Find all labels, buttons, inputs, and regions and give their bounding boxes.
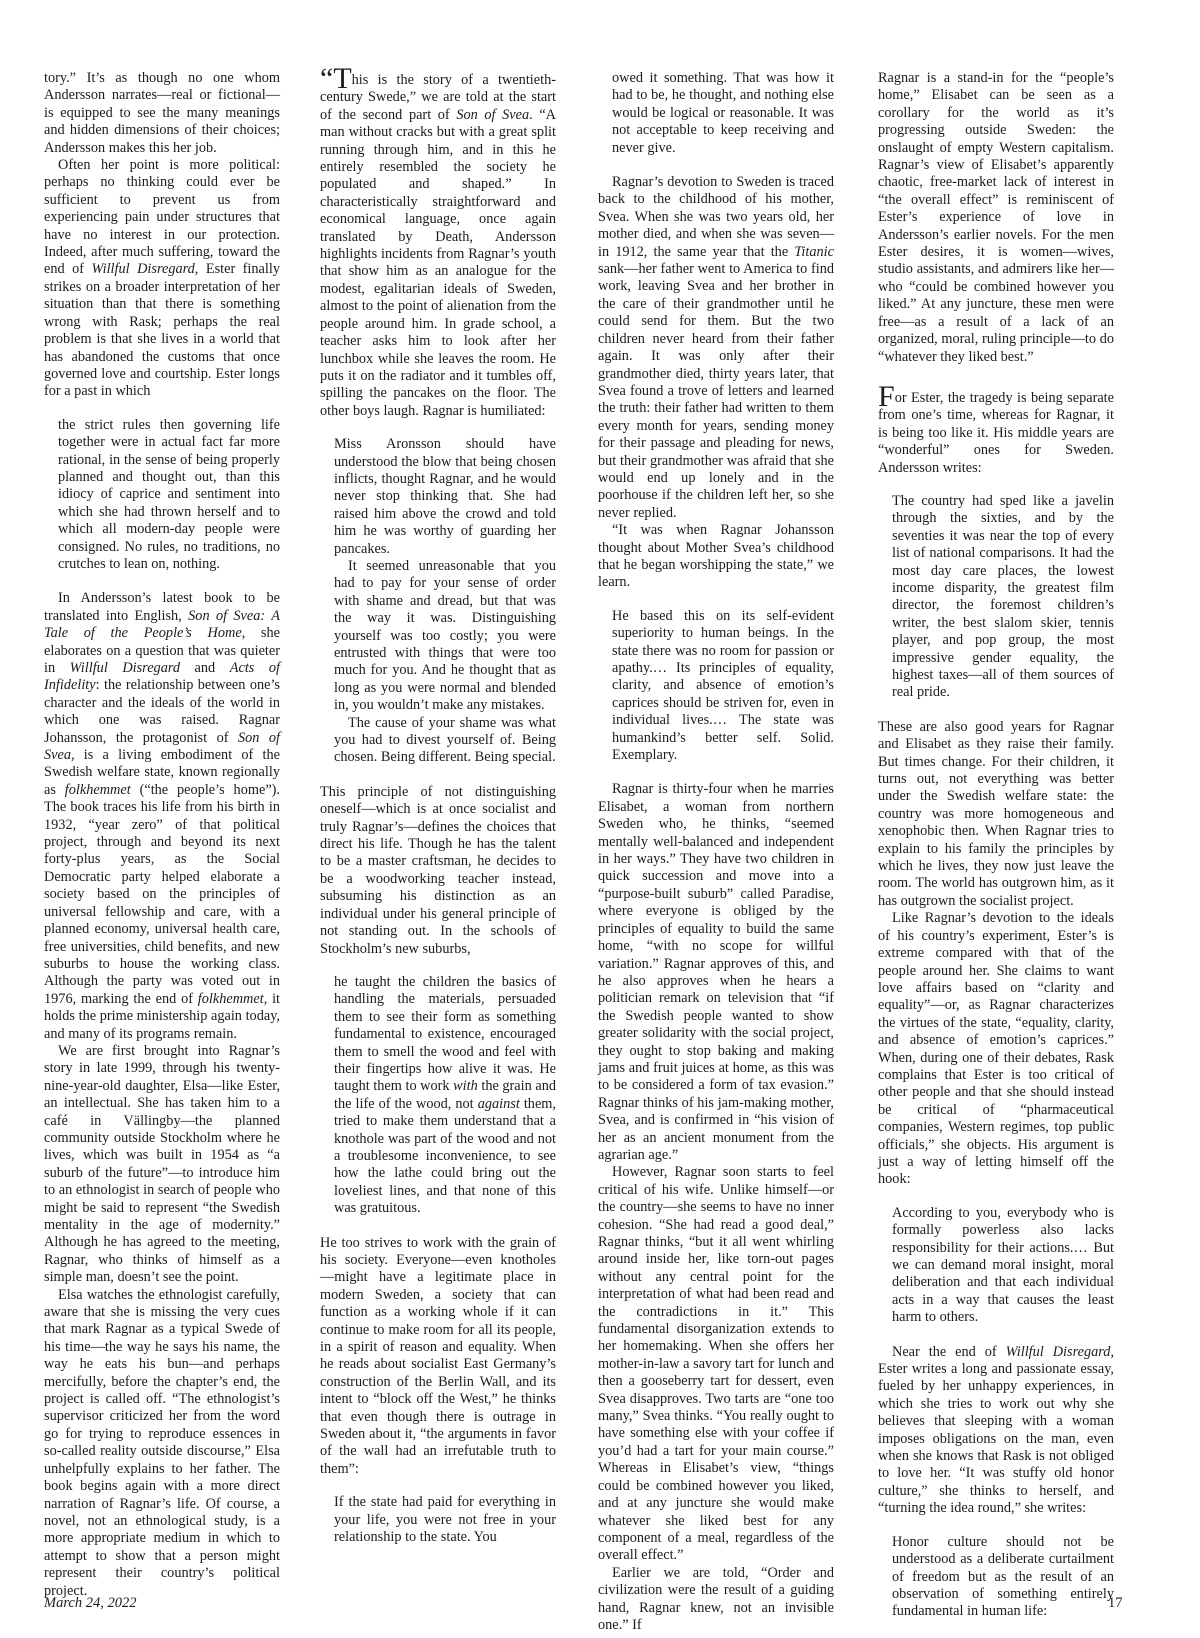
paragraph: Ragnar is thirty-four when he marries Elisabet, a woman from northern Sweden who, he thinks, “seemed mentally well-balanced and independent in her ways.” They have two children in quick succession and move into a “purpose-built suburb” called Paradise, where everyone is obliged by the principles of equality to build the same home, “with no scope for willful variation.” Ragnar approves of this, and he also approves when he hears a politician remark on television that “if the Swedish people wanted to show greater solidarity with the social project, they ought to stop baking and making jams and fruit juices at home, as this was to be considered a form of tax evasion.” Ragnar thinks of his jam-making mother, Svea, and is confirmed in “his vision of her as an ancient monument from the agrarian age.” [598, 781, 834, 1163]
block-quote: Honor culture should not be understood as a deliberate curtailment of freedom but as the result of an observation of something entirely fundamental in human life: [892, 1533, 1114, 1620]
paragraph: Near the end of Willful Disregard, Ester writes a long and passionate essay, fueled by her unhappy experiences, in which she tries to work out why she believes that sleeping with a woman imposes obligations on the man, even when she knows that Rask is not obliged to love her. “It was stuffy old honor culture,” she thinks to herself, and “turning the idea round,” she writes: [878, 1343, 1115, 1517]
paragraph: Like Ragnar’s devotion to the ideals of his country’s experiment, Ester’s is extreme compared with that of the people around her. She claims to want love affairs based on “clarity and equality”—or, as Ragnar characterizes the virtues of the state, “equality, clarity, and absence of emotion’s caprices.” When, during one of their debates, Rask complains that Ester is too critical of other people and that she should instead be critical of “pharmaceutical companies, Western regimes, top public officials,” she objects. His argument is just a way of letting himself off the hook: [878, 910, 1114, 1188]
paragraph: This principle of not distinguishing oneself—which is at once socialist and truly Ragnar’s—defines the choices that direct his life. Though he has the talent to be a master craftsman, he decides to be a woodworking teacher instead, subsuming his distinction as an individual under his general principle of not standing out. In the schools of Stockholm’s new suburbs, [320, 783, 556, 957]
paragraph: For Ester, the tragedy is being separate from one’s time, whereas for Ragnar, it is being too like it. His middle years are “wonderful” ones for Sweden. Andersson writes: [878, 379, 1114, 476]
column-1 [44, 70, 280, 1600]
block-quote: he taught the children the basics of handling the materials, persuaded them to see their form as something fundamental to existence, encouraged them to smell the wood and feel with their fingertips how alive it was. He taught them to work with the grain and the life of the wood, not against them, tried to make them understand that a knothole was part of the wood and not a troublesome inconvenience, to see how the lathe could bring out the loveliest lines, and that none of this was gratuitous. [334, 973, 556, 1217]
block-quote: He based this on its self-evident superiority to human beings. In the state there was no room for passion or apathy.… Its principles of equality, clarity, and absence of emotion’s caprices should be striven for, even in individual lives.… The state was humankind’s better self. Solid. Exemplary. [612, 607, 834, 764]
paragraph: Ragnar’s devotion to Sweden is traced back to the childhood of his mother, Svea. When she was two years old, her mother died, and when she was seven—in 1912, the same year that the Titanic sank—her father went to America to find work, leaving Svea and her brother in the care of their grandmother until he could send for them. But the two children never heard from their father again. It was only after their grandmother died, thirty years later, that Svea found a trove of letters and learned the truth: their father had written to them every month for years, sending money for their passage and pleading for news, but their grandmother was afraid that she would end up lonely and in the poorhouse if the children left her, so she never replied. [598, 174, 834, 521]
block-quote: the strict rules then governing life together were in actual fact far more rational, in the sense of being properly planned and thought out, than this idiocy of caprice and sentiment into which she had thrown herself and to which all modern-day people were consigned. No rules, no traditions, no crutches to lean on, nothing. [58, 416, 280, 572]
paragraph: In Andersson’s latest book to be translated into English, Son of Svea: A Tale of the People’s Home, she elaborates on a question that was quieter in Willful Disregard and Acts of Infidelity: the relationship between one’s character and the ideals of the world in which one was raised. Ragnar Johansson, the protagonist of Son of Svea, is a living embodiment of the Swedish welfare state, known regionally as folkhemmet (“the people’s home”). The book traces his life from his birth in 1932, “year zero” of that political project, through and beyond its next forty-plus years, as the Social Democratic party helped elaborate a society based on the principles of universal fellowship and care, with a planned economy, universal health care, free universities, child benefits, and new suburbs to house the working class. Although the party was voted out in 1976, marking the end of folkhemmet, it holds the prime ministership again today, and many of its programs remain. [44, 590, 281, 1042]
paragraph: Often her point is more political: perhaps no thinking could ever be sufficient to prevent us from experiencing pain under structures that have no interest in our protection. Indeed, after much suffering, toward the end of Willful Disregard, Ester finally strikes on a broader interpretation of her situation than that there is something wrong with Rask; perhaps the real problem is that she lives in a world that has abandoned the customs that once governed love and courtship. Ester longs for a past in which [44, 157, 280, 400]
column-2 [320, 62, 556, 1564]
column-4 [878, 70, 1114, 1638]
block-quote: owed it something. That was how it had to be, he thought, and nothing else would be logical or reasonable. It was not acceptable to keep receiving and never give. [612, 70, 834, 156]
page-number: 17 [1108, 1595, 1123, 1611]
column-3 [598, 70, 834, 1634]
issue-date: March 24, 2022 [44, 1595, 137, 1611]
paragraph: We are first brought into Ragnar’s story in late 1999, through his twenty-nine-year-old daughter, Elsa—like Ester, an intellectual. She has taken him to a café in Vällingby—the planned community outside Stockholm where he lives, which was built in 1954 as “a suburb of the future”—to introduce him to an ethnologist in search of people who might be said to represent “the Swedish mentality in the age of modernity.” Although he has agreed to the meeting, Ragnar, who thinks of himself as a simple man, doesn’t see the point. [44, 1042, 280, 1286]
block-quote: According to you, everybody who is formally powerless also lacks responsibility for their actions.… But we can demand moral insight, moral deliberation and that each individual acts in a way that causes the least harm to others. [892, 1204, 1114, 1326]
paragraph: Earlier we are told, “Order and civilization were the result of a guiding hand, Ragnar knew, not an invisible one.” If [598, 1564, 834, 1633]
paragraph: However, Ragnar soon starts to feel critical of his wife. Unlike himself—or the country—she seems to have no inner cohesion. “She had read a good deal,” Ragnar thinks, “but it all went whirling around inside her, like torn-out pages without any central point for the interpretation of what had been read and the contradictions in it.” This fundamental disorganization extends to her homemaking. When she offers her mother-in-law a savory tart for lunch and then a gooseberry tart for dessert, even Svea disapproves. Two tarts are “one too many,” Svea thinks. “You really ought to have something else with your coffee if you’d had a tart for your main course.” Whereas in Elisabet’s view, “things could be combined however you liked, and at any juncture she would make whatever she liked best for any component of a meal, regardless of the overall effect.” [598, 1164, 834, 1564]
drop-cap: F [878, 379, 895, 413]
paragraph: He too strives to work with the grain of his society. Everyone—even knotholes—might have a legitimate place in modern Sweden, a society that can function as a working whole if it can continue to make room for all its people, in a spirit of reason and equality. When he reads about socialist East Germany’s construction of the Berlin Wall, and its intent to “block off the West,” he thinks that even though there is outrage in Sweden about it, “the arguments in favor of the wall had an irrefutable truth to them”: [320, 1234, 556, 1477]
paragraph: tory.” It’s as though no one whom Andersson narrates—real or fictional—is equipped to see the many meanings and hidden dimensions of their choices; Andersson makes this her job. [44, 70, 280, 156]
paragraph: “It was when Ragnar Johansson thought about Mother Svea’s childhood that he began worshipping the state,” we learn. [598, 522, 834, 591]
paragraph: Elsa watches the ethnologist carefully, aware that she is missing the very cues that mark Ragnar as a typical Swede of his time—the way he says his name, the way he eats his bun—and perhaps mercifully, before the chapter’s end, the project is called off. “The ethnologist’s supervisor criticized her from the word go for trying to reproduce essences in so-called reality outside discourse,” Elsa unhelpfully explains to her father. The book begins again with a more direct narration of Ragnar’s life. Of course, a novel, not an ethnological study, is a more appropriate medium in which to attempt to show that a person might represent their country’s political project. [44, 1286, 280, 1599]
block-quote: If the state had paid for everything in your life, you were not free in your relationship to the state. You [334, 1494, 556, 1546]
paragraph: “This is the story of a twentieth-century Swede,” we are told at the start of the second part of Son of Svea. “A man without cracks but with a great split running through him, and in this he entirely resembled the society he populated and shaped.” In characteristically straightforward and economical language, once again translated by Death, Andersson highlights incidents from Ragnar’s youth that show him as an analogue for the modest, egalitarian ideals of Sweden, almost to the point of alienation from the people around him. In grade school, a teacher asks him to look after her lunchbox while she leaves the room. He puts it on the radiator and it tumbles off, spilling the pancakes on the floor. The other boys laugh. Ragnar is humiliated: [320, 62, 556, 419]
drop-cap: “T [320, 62, 352, 95]
block-quote: The country had sped like a javelin through the sixties, and by the seventies it was near the top of every list of national comparisons. It had the most day care places, the lowest income disparity, the greatest film director, the foremost children’s writer, the best slalom skier, tennis player, and pop group, the most impressive gender equality, the highest taxes—all of them sources of real pride. [892, 492, 1114, 701]
block-quote: Miss Aronsson should have understood the blow that being chosen inflicts, thought Ragnar, and he would never stop thinking that. She had raised him above the crowd and told him he was worthy of guarding her pancakes. It seemed unreasonable that you had to pay for your sense of order with shame and dread, but that was the way it was. Distinguishing yourself was too costly; you were entrusted with things that were too much for you. And he thought that as long as you were normal and blended in, you wouldn’t make any mistakes. The cause of your shame was what you had to divest yourself of. Being chosen. Being different. Being special. [334, 436, 556, 766]
paragraph: Ragnar is a stand-in for the “people’s home,” Elisabet can be seen as a corollary for the world as it’s progressing outside Sweden: the onslaught of empty Western capitalism. Ragnar’s view of Elisabet’s apparently chaotic, free-market lack of interest in “the overall effect” is reminiscent of Ester’s experience of love in Andersson’s earlier novels. For the men Ester desires, it is women—wives, studio assistants, and admirers like her—who “could be combined however you liked.” At any juncture, these men were free—as a result of a lack of an organized, moral, ruling principle—to do “whatever they liked best.” [878, 70, 1114, 365]
paragraph: These are also good years for Ragnar and Elisabet as they raise their family. But times change. For their children, it turns out, not everything was better under the Swedish welfare state: the country was more homogeneous and xenophobic then. When Ragnar tries to explain to his family the principles by which he lives, they now just leave the room. The world has outgrown him, as it has outgrown the socialist project. [878, 718, 1114, 909]
